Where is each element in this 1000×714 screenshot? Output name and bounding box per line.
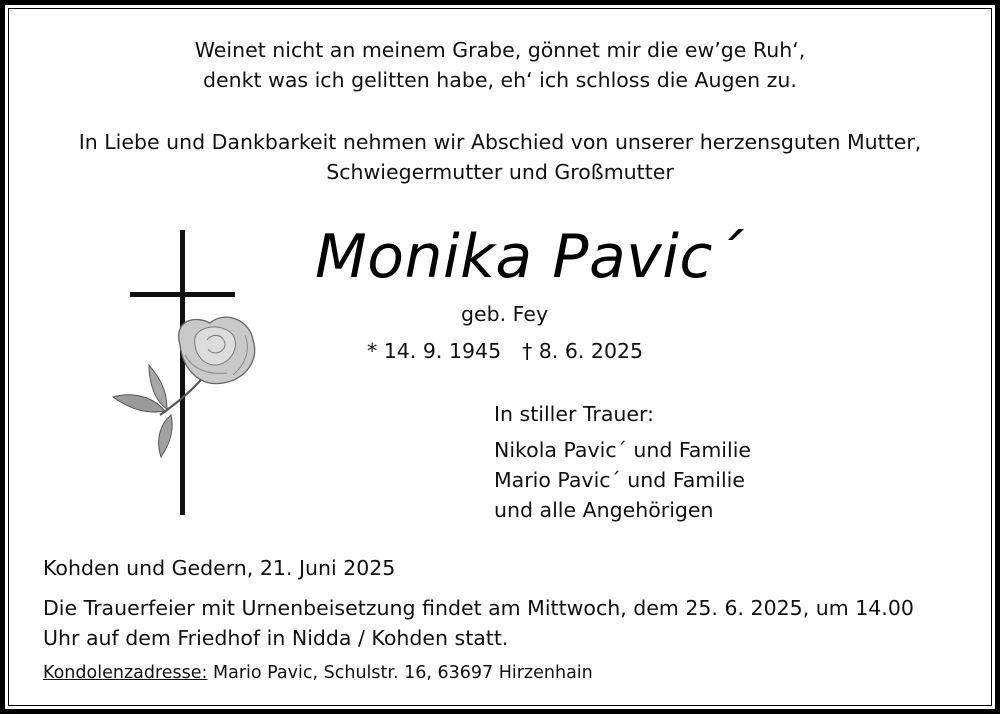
poem-line-2: denkt was ich gelitten habe, eh‘ ich schloss die Augen zu. <box>203 68 797 92</box>
mourner-line: und alle Angehörigen <box>494 498 714 522</box>
death-date: † 8. 6. 2025 <box>522 339 644 363</box>
mourner-line: Nikola Pavic´ und Familie <box>494 438 752 462</box>
birth-date: * 14. 9. 1945 <box>367 339 502 363</box>
intro-line-2: Schwiegermutter und Großmutter <box>326 160 674 184</box>
maiden-name: geb. Fey <box>461 302 549 326</box>
mourners-heading: In stiller Trauer: <box>494 402 654 426</box>
condolence-address <box>43 660 593 686</box>
ceremony-line-2: Uhr auf dem Friedhof in Nidda / Kohden statt. <box>43 626 509 650</box>
mourner-line: Mario Pavic´ und Familie <box>494 468 745 492</box>
intro-line-1: In Liebe und Dankbarkeit nehmen wir Abschied von unserer herzensguten Mutter, <box>78 130 922 154</box>
ceremony-line-1: Die Trauerfeier mit Urnenbeisetzung findet am Mittwoch, dem 25. 6. 2025, um 14.00 <box>43 596 914 620</box>
condolence-address-text: Mario Pavic, Schulstr. 16, 63697 Hirzenhain <box>213 663 593 683</box>
poem-line-1: Weinet nicht an meinem Grabe, gönnet mir die ew’ge Ruh‘, <box>194 38 806 62</box>
cross-icon <box>105 225 275 525</box>
condolence-label: Kondolenzadresse: <box>43 663 208 683</box>
place-and-date: Kohden und Gedern, 21. Juni 2025 <box>43 556 396 580</box>
deceased-name: Monika Pavic´ <box>315 222 744 292</box>
